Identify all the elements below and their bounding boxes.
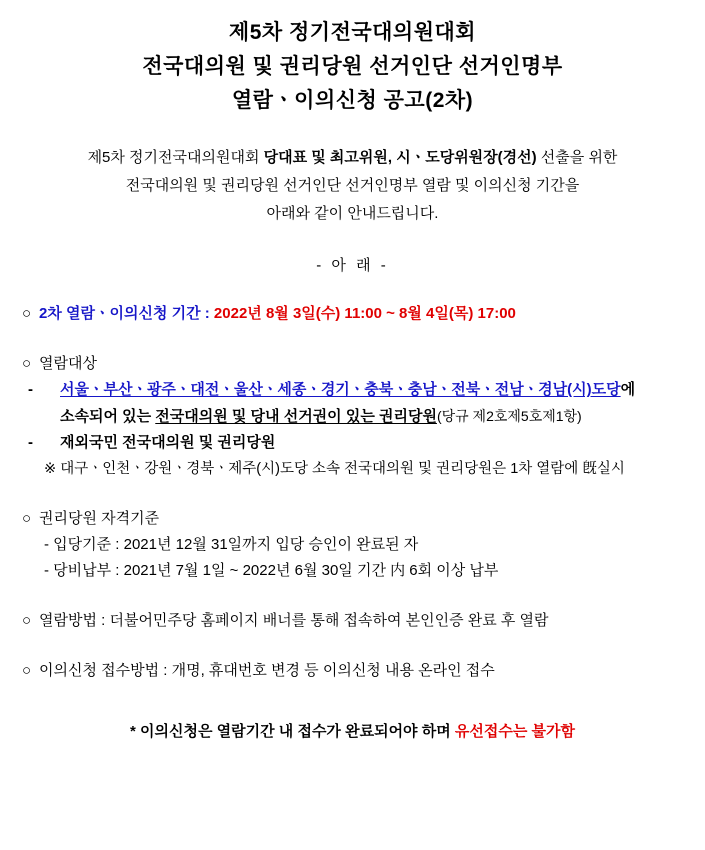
arae-divider: - 아 래 - [316, 257, 389, 274]
target-sub1-c: (당규 제2호제5호제1항) [436, 408, 582, 424]
intro-line-1-c: 선출을 위한 [536, 149, 618, 166]
qualification-heading [22, 506, 683, 532]
bullet-circle-icon: ○ [22, 355, 32, 372]
period-label: 2차 열람ㆍ이의신청 기간 : [39, 305, 214, 322]
dash-marker: - [28, 381, 33, 398]
section-qualification [22, 506, 683, 584]
target-sub1-a: 소속되어 있는 [60, 408, 156, 425]
intro-line-1-bold: 당대표 및 최고위원, 시ㆍ도당위원장(경선) [263, 149, 537, 166]
target-note [44, 456, 683, 482]
bullet-circle-icon: ○ [22, 510, 32, 527]
target-sub2-text: 재외국민 전국대의원 및 권리당원 [60, 434, 276, 451]
intro-line-3: 아래와 같이 안내드립니다. [266, 205, 439, 222]
bullet-circle-icon: ○ [22, 662, 32, 679]
bullet-circle-icon: ○ [22, 612, 32, 629]
target-heading [22, 351, 683, 377]
target-sub-2 [28, 430, 683, 456]
title-line-2: 전국대의원 및 권리당원 선거인단 선거인명부 [142, 55, 563, 78]
target-sub-1-line2 [60, 403, 683, 430]
intro-line-2: 전국대의원 및 권리당원 선거인단 선거인명부 열람 및 이의신청 기간을 [125, 177, 580, 194]
target-note-text: 대구ㆍ인천ㆍ강원ㆍ경북ㆍ제주(시)도당 소속 전국대의원 및 권리당원은 1차 열람에 旣실시 [60, 461, 625, 477]
qualification-sub-2: - 당비납부 : 2021년 7월 1일 ~ 2022년 6월 30일 기간 内 6회 이상 납부 [44, 562, 499, 579]
target-sub1-b: 전국대의원 및 당내 선거권이 있는 권리당원 [155, 408, 437, 425]
intro-line-1 [22, 144, 683, 172]
dash-marker: - [28, 434, 33, 451]
section-target [22, 351, 683, 482]
target-label: 열람대상 [39, 355, 97, 372]
bullet-circle-icon: ○ [22, 305, 32, 322]
section-reception [22, 658, 683, 684]
footer-highlight: 유선접수는 불가함 [454, 723, 575, 740]
target-sub-1 [28, 377, 683, 403]
document-body [22, 301, 683, 684]
footer-note [22, 720, 683, 741]
section-method [22, 608, 683, 634]
footer-prefix: * 이의신청은 열람기간 내 접수가 완료되어야 하며 [130, 723, 455, 740]
target-regions: 서울ㆍ부산ㆍ광주ㆍ대전ㆍ울산ㆍ세종ㆍ경기ㆍ충북ㆍ충남ㆍ전북ㆍ전남ㆍ경남(시)도당 [60, 381, 621, 398]
document-title-block [22, 0, 683, 118]
qualification-label: 권리당원 자격기준 [39, 510, 160, 527]
target-regions-tail: 에 [620, 381, 636, 398]
method-label: 열람방법 : 더불어민주당 홈페이지 배너를 통해 접속하여 본인인증 완료 후 열람 [39, 612, 549, 629]
qualification-sub-1: - 입당기준 : 2021년 12월 31일까지 입당 승인이 완료된 자 [44, 536, 419, 553]
intro-paragraph [22, 144, 683, 228]
reception-label: 이의신청 접수방법 : 개명, 휴대번호 변경 등 이의신청 내용 온라인 접수 [39, 662, 495, 679]
section-period [22, 301, 683, 327]
period-value: 2022년 8월 3일(수) 11:00 ~ 8월 4일(목) 17:00 [213, 305, 516, 322]
intro-line-1-a: 제5차 정기전국대의원대회 [87, 149, 264, 166]
title-line-3: 열람ㆍ이의신청 공고(2차) [231, 89, 474, 112]
reference-mark-icon: ※ [44, 461, 57, 477]
title-line-1: 제5차 정기전국대의원대회 [228, 21, 477, 44]
